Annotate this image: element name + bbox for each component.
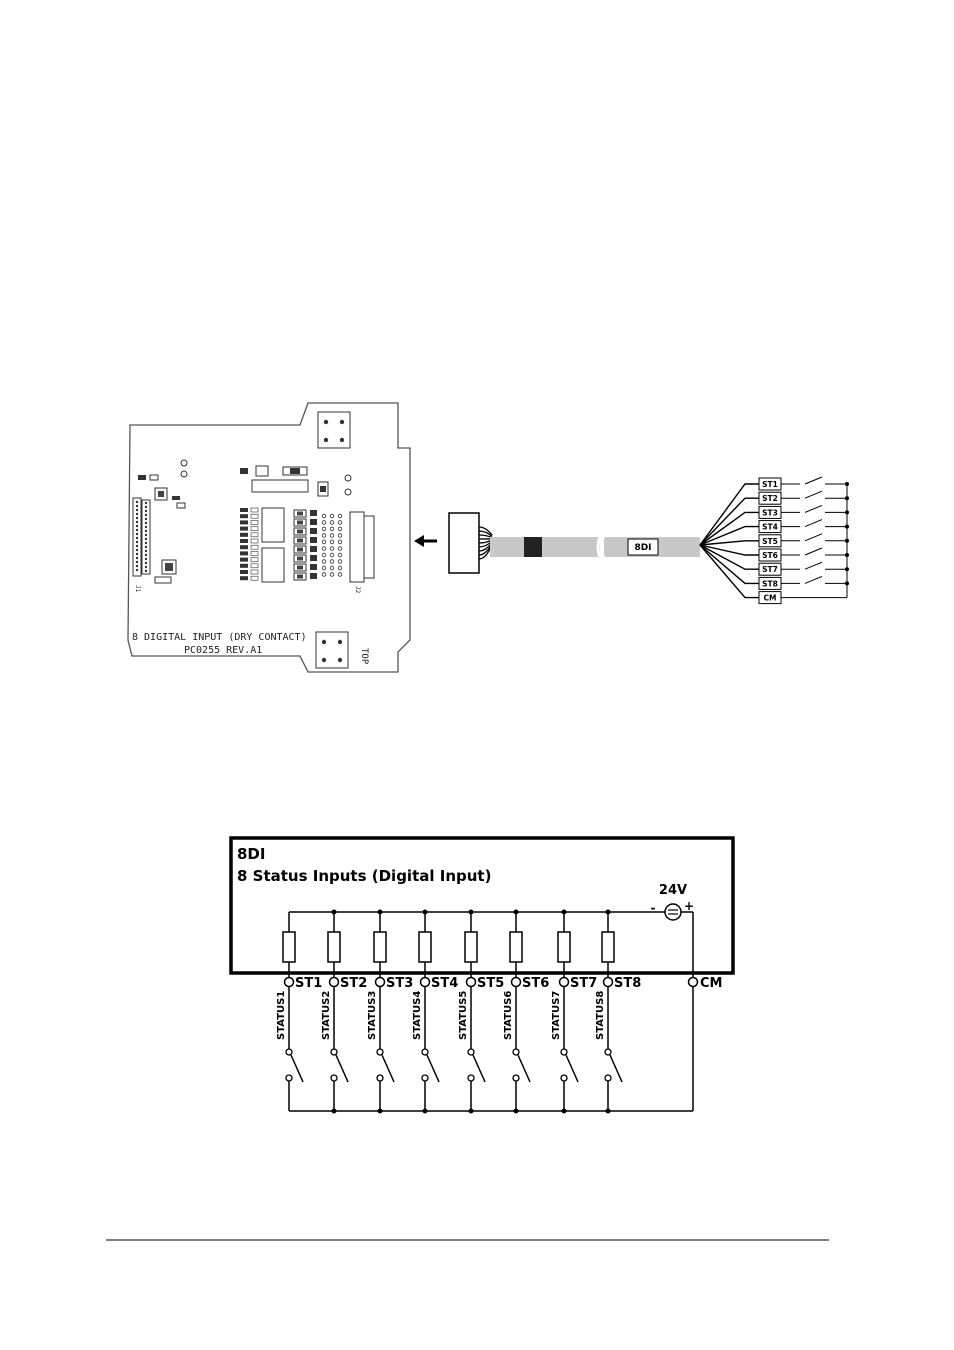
terminal-label: ST6 (762, 551, 778, 560)
switch-blade (610, 1055, 622, 1082)
j1-pin (136, 569, 138, 571)
cable-tag: 8DI (634, 543, 652, 553)
supply-voltage: 24V (658, 883, 688, 898)
junction-dot (332, 1109, 337, 1114)
j1-pin (136, 565, 138, 567)
smd-part (310, 546, 317, 552)
switch-blade (382, 1055, 394, 1082)
smd-part (240, 576, 248, 580)
terminal-label: ST8 (762, 579, 778, 589)
pcb-revision: PC0255 REV.A1 (184, 645, 263, 656)
junction-dot (378, 1109, 383, 1114)
fan-wire (700, 545, 759, 583)
smd-part (240, 564, 248, 568)
switch-blade (805, 477, 822, 484)
j1-pin (145, 518, 147, 520)
supply-minus: - (650, 901, 656, 915)
j1-pin (145, 550, 147, 552)
resistor (465, 932, 477, 962)
terminal-st-label: ST6 (522, 976, 550, 991)
j1-pin (136, 529, 138, 531)
smd-part (240, 539, 248, 543)
resistor (558, 932, 570, 962)
status-label: STATUS5 (458, 990, 469, 1040)
j1-pin (145, 514, 147, 516)
switch-contact (605, 1049, 611, 1055)
smd-part (240, 533, 248, 537)
switch-contact (605, 1075, 611, 1081)
terminal-st-label: ST7 (570, 976, 598, 991)
smd-part (240, 558, 248, 562)
cable-harness (414, 477, 849, 604)
j1-pin (145, 526, 147, 528)
terminal-st-label: ST4 (431, 976, 459, 991)
j1-pin (145, 538, 147, 540)
smd-part (240, 545, 248, 549)
smd-part (310, 573, 317, 579)
switch-blade (566, 1055, 578, 1082)
junction-dot (469, 1109, 474, 1114)
resistor (328, 932, 340, 962)
terminal-st-label: ST2 (340, 976, 368, 991)
terminal-st-label: ST5 (477, 976, 505, 991)
j1-pin (145, 522, 147, 524)
optocoupler-body (297, 575, 303, 579)
j1-pin (145, 530, 147, 532)
j1-pin (136, 525, 138, 527)
pcb-title: 8 DIGITAL INPUT (DRY CONTACT) (132, 632, 307, 643)
j1-pin (136, 557, 138, 559)
switch-contact (561, 1049, 567, 1055)
switch-contact (331, 1075, 337, 1081)
j1-pin (136, 521, 138, 523)
switch-blade (518, 1055, 530, 1082)
switch-contact (331, 1049, 337, 1055)
terminal-circle (512, 978, 521, 987)
optocoupler-body (297, 512, 303, 516)
terminal-label: ST2 (762, 494, 778, 504)
resistor (510, 932, 522, 962)
j1-pin (145, 534, 147, 536)
j1-pin (145, 566, 147, 568)
terminal-st-label: ST3 (386, 976, 414, 991)
switch-contact (513, 1075, 519, 1081)
switch-blade (427, 1055, 439, 1082)
j1-pin (145, 570, 147, 572)
status-label: STATUS1 (276, 990, 287, 1040)
fan-wire (700, 545, 759, 569)
j1-pin (145, 502, 147, 504)
terminal-circle (285, 978, 294, 987)
schematic (231, 838, 733, 1114)
status-label: STATUS6 (503, 990, 514, 1040)
switch-contact (422, 1075, 428, 1081)
smd-part (240, 514, 248, 518)
j1-pin (136, 513, 138, 515)
smd-part (310, 528, 317, 534)
terminal-cm-circle (689, 978, 698, 987)
optocoupler-body (297, 521, 303, 525)
smd-part (310, 564, 317, 570)
switch-blade (473, 1055, 485, 1082)
smd-part (310, 519, 317, 525)
j1-pin (136, 541, 138, 543)
switch-contact (561, 1075, 567, 1081)
terminal-label: ST4 (762, 522, 778, 532)
optocoupler-body (297, 539, 303, 543)
status-label: STATUS8 (595, 990, 606, 1040)
resistor (602, 932, 614, 962)
terminal-st-label: ST8 (614, 976, 642, 991)
j1-label: J1 (134, 585, 141, 593)
module-box (231, 838, 733, 973)
terminal-label: ST7 (762, 565, 778, 575)
optocoupler-body (297, 557, 303, 561)
switch-contact (513, 1049, 519, 1055)
switch-blade (805, 534, 822, 541)
j1-pin (145, 562, 147, 564)
junction-dot (514, 1109, 519, 1114)
switch-contact (468, 1075, 474, 1081)
smd-part (240, 508, 248, 512)
smd-part (240, 527, 248, 531)
arrow-left-icon (414, 535, 424, 547)
smd-part (240, 570, 248, 574)
terminal-label: CM (763, 593, 777, 603)
junction-dot (606, 1109, 611, 1114)
j1-pin (145, 506, 147, 508)
status-label: STATUS2 (321, 990, 332, 1040)
switch-blade (805, 520, 822, 527)
junction-dot (562, 1109, 567, 1114)
j1-pin (136, 501, 138, 503)
ferrite-core (524, 537, 542, 557)
status-label: STATUS3 (367, 990, 378, 1040)
terminal-circle (467, 978, 476, 987)
status-label: STATUS7 (551, 990, 562, 1040)
optocoupler-body (297, 566, 303, 570)
dc-source-icon (665, 904, 681, 920)
supply-plus: + (683, 899, 695, 913)
terminal-circle (560, 978, 569, 987)
smd-part (310, 510, 317, 516)
terminal-st-label: ST1 (295, 976, 323, 991)
j1-pin (136, 537, 138, 539)
pcb-top-label: TOP (359, 648, 369, 665)
resistor (374, 932, 386, 962)
optocoupler-body (297, 530, 303, 534)
terminal-circle (376, 978, 385, 987)
junction-dot (423, 1109, 428, 1114)
cable-plug (449, 513, 479, 573)
j1-pin (145, 510, 147, 512)
switch-blade (291, 1055, 303, 1082)
terminal-cm: CM (700, 976, 723, 991)
optocoupler-body (297, 548, 303, 552)
terminal-label: ST3 (762, 508, 778, 518)
switch-contact (422, 1049, 428, 1055)
j1-pin (145, 546, 147, 548)
j1-pin (136, 553, 138, 555)
smd-part (240, 551, 248, 555)
j1-pin (136, 561, 138, 563)
j1-pin (136, 505, 138, 507)
switch-contact (286, 1075, 292, 1081)
terminal-circle (421, 978, 430, 987)
smd-part (310, 537, 317, 543)
j1-pin (145, 558, 147, 560)
smd-part (240, 520, 248, 524)
resistor (283, 932, 295, 962)
smd-part (310, 555, 317, 561)
switch-blade (805, 505, 822, 512)
terminal-label: ST1 (762, 480, 778, 489)
switch-contact (468, 1049, 474, 1055)
switch-blade (805, 548, 822, 555)
switch-contact (377, 1075, 383, 1081)
j1-pin (136, 545, 138, 547)
terminal-label: ST5 (762, 536, 778, 546)
switch-contact (377, 1049, 383, 1055)
terminal-circle (330, 978, 339, 987)
terminal-circle (604, 978, 613, 987)
switch-blade (336, 1055, 348, 1082)
j1-pin (136, 533, 138, 535)
j1-pin (136, 517, 138, 519)
j1-pin (136, 549, 138, 551)
switch-blade (805, 491, 822, 498)
schematic-subtitle: 8 Status Inputs (Digital Input) (237, 867, 492, 885)
j1-pin (145, 554, 147, 556)
resistor (419, 932, 431, 962)
switch-blade (805, 562, 822, 569)
j1-pin (145, 542, 147, 544)
status-label: STATUS4 (412, 990, 423, 1040)
switch-contact (286, 1049, 292, 1055)
schematic-title: 8DI (237, 845, 266, 863)
j2-label: J2 (354, 586, 361, 594)
pcb-board (128, 403, 410, 672)
j1-pin (136, 509, 138, 511)
switch-blade (805, 576, 822, 583)
